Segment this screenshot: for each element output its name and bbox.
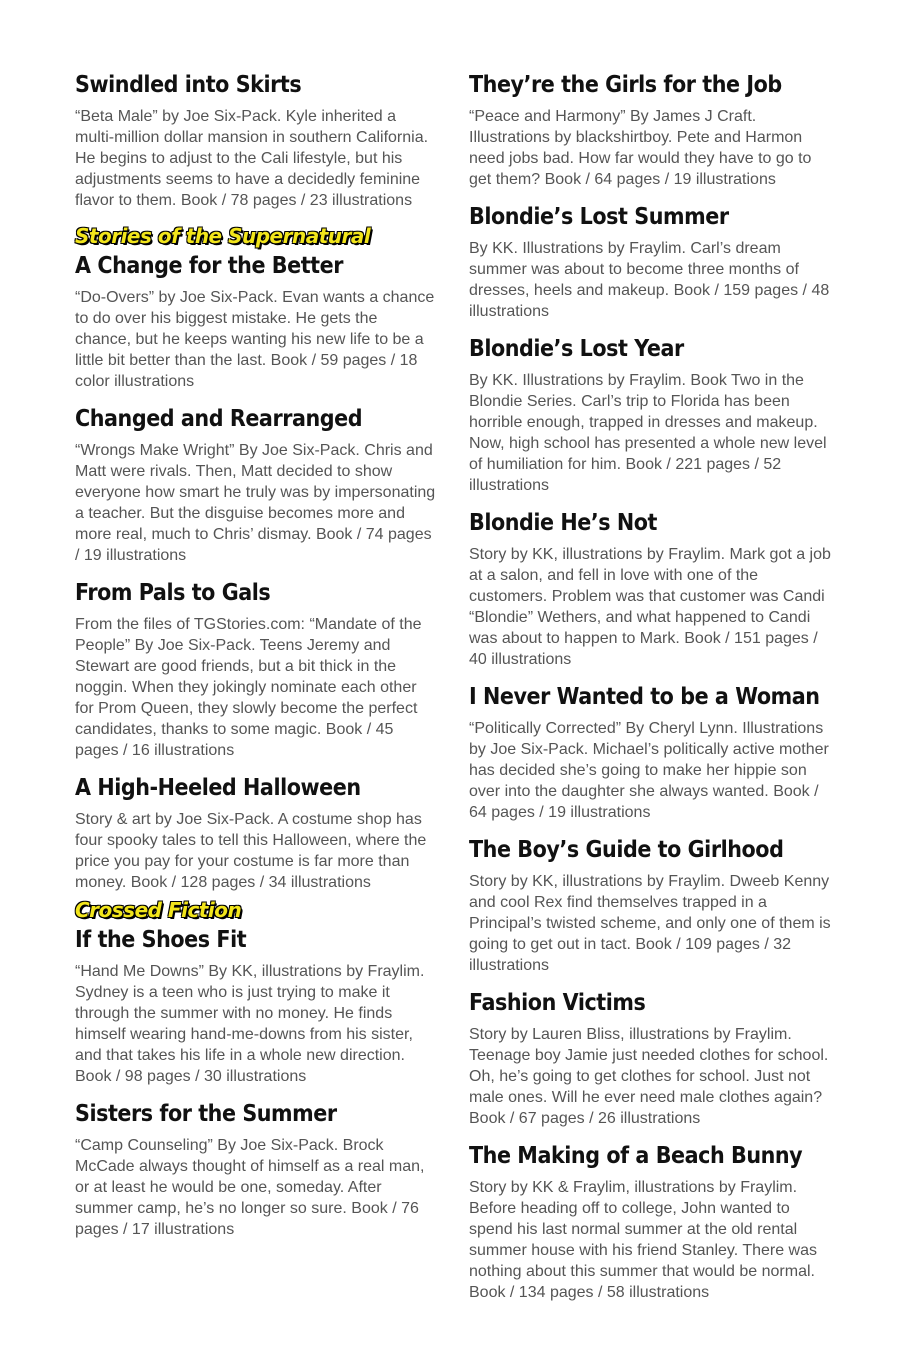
book-entry — [75, 70, 437, 211]
book-description: By KK. Illustrations by Fraylim. Book Two in the Blondie Series. Carl’s trip to Florida has been horrible enough, trapped in dresses and makeup. Now, high school has presented a whole new level of humiliation for him. Book / 221 pages / 52 illustrations — [469, 372, 827, 494]
book-description: Story by KK, illustrations by Fraylim. Dweeb Kenny and cool Rex find themselves trapped in a Principal’s twisted scheme, and only one of them is going to get out in tact. Book / 109 pages / 32 illustrations — [469, 873, 831, 974]
book-description: “Wrongs Make Wright” By Joe Six-Pack. Chris and Matt were rivals. Then, Matt decided to show everyone how smart he truly was by impersonating a teacher. But the disguise becomes more and more real, much to Chris’ dismay. Book / 74 pages / 19 illustrations — [75, 442, 436, 564]
book-entry — [469, 835, 831, 976]
book-description: Story & art by Joe Six-Pack. A costume shop has four spooky tales to tell this Halloween, where the price you pay for your costume is far more than money. Book / 128 pages / 34 illustrations — [75, 811, 427, 891]
book-title: I Never Wanted to be a Woman — [469, 684, 820, 710]
book-entry — [469, 334, 831, 496]
book-entry — [469, 988, 831, 1129]
book-title: Changed and Rearranged — [75, 406, 363, 432]
book-title: A High-Heeled Halloween — [75, 775, 361, 801]
book-entry — [75, 773, 437, 893]
book-description: “Politically Corrected” By Cheryl Lynn. Illustrations by Joe Six-Pack. Michael’s politically active mother has decided she’s going to make her hippie son over into the daughter she always wanted. Book / 64 pages / 19 illustrations — [469, 720, 829, 821]
book-description: “Do-Overs” by Joe Six-Pack. Evan wants a chance to do over his biggest mistake. He gets the chance, but he keeps wanting his new life to be a little bit better than the last. Book / 59 pages / 18 color illustrations — [75, 289, 435, 390]
book-description: “Beta Male” by Joe Six-Pack. Kyle inherited a multi-million dollar mansion in southern California. He begins to adjust to the Cali lifestyle, but his adjustments seems to have a decidedly feminine flavor to them. Book / 78 pages / 23 illustrations — [75, 108, 429, 209]
right-column — [469, 70, 831, 1315]
book-description: From the files of TGStories.com: “Mandate of the People” By Joe Six-Pack. Teens Jeremy and Stewart are good friends, but a bit thick in the noggin. When they jokingly nominate each other for Prom Queen, they slowly become the perfect candidates, thanks to some magic. Book / 45 pages / 16 illustrations — [75, 616, 422, 759]
book-title: Blondie He’s Not — [469, 510, 657, 536]
book-entry — [75, 578, 437, 761]
book-title: Blondie’s Lost Summer — [469, 204, 729, 230]
book-entry — [75, 404, 437, 566]
book-title: If the Shoes Fit — [75, 927, 247, 953]
book-title: Blondie’s Lost Year — [469, 336, 684, 362]
book-title: They’re the Girls for the Job — [469, 72, 782, 98]
book-entry — [75, 925, 437, 1087]
book-entry — [469, 70, 831, 190]
book-description: “Camp Counseling” By Joe Six-Pack. Brock McCade always thought of himself as a real man, or at least he would be one, someday. After summer camp, he’s no longer so sure. Book / 76 pages / 17 illustrations — [75, 1137, 425, 1238]
book-entry — [75, 1099, 437, 1240]
book-entry — [469, 1141, 831, 1303]
book-entry — [469, 202, 831, 322]
book-description: “Hand Me Downs” By KK, illustrations by Fraylim. Sydney is a teen who is just trying to make it through the summer with no money. He finds himself wearing hand-me-downs from his sister, and that takes his life in a whole new direction. Book / 98 pages / 30 illustrations — [75, 963, 425, 1085]
section-heading-crossed-fiction: Crossed Fiction — [75, 898, 242, 922]
book-title: Fashion Victims — [469, 990, 646, 1016]
book-description: “Peace and Harmony” By James J Craft. Illustrations by blackshirtboy. Pete and Harmon need jobs bad. How far would they have to go to get them? Book / 64 pages / 19 illustrations — [469, 108, 812, 188]
book-description: Story by KK & Fraylim, illustrations by Fraylim. Before heading off to college, John wanted to spend his last normal summer at the old rental summer house with his friend Stanley. There was nothing about this summer that would be normal. Book / 134 pages / 58 illustrations — [469, 1179, 818, 1301]
book-entry — [469, 508, 831, 670]
book-description: By KK. Illustrations by Fraylim. Carl’s dream summer was about to become three months of dresses, heels and makeup. Book / 159 pages / 48 illustrations — [469, 240, 830, 320]
book-entry — [469, 682, 831, 823]
book-description: Story by Lauren Bliss, illustrations by Fraylim. Teenage boy Jamie just needed clothes for school. Oh, he’s going to get clothes for school. Just not male ones. Will he ever need male clothes again? Book / 67 pages / 26 illustrations — [469, 1026, 829, 1127]
book-title: From Pals to Gals — [75, 580, 271, 606]
book-title: Sisters for the Summer — [75, 1101, 337, 1127]
book-description: Story by KK, illustrations by Fraylim. Mark got a job at a salon, and fell in love with one of the customers. Problem was that customer was Candi “Blondie” Wethers, and what happened to Candi was about to happen to Mark. Book / 151 pages / 40 illustrations — [469, 546, 831, 668]
book-title: The Making of a Beach Bunny — [469, 1143, 803, 1169]
book-entry — [75, 251, 437, 392]
left-column — [75, 70, 437, 1252]
section-heading-supernatural: Stories of the Supernatural — [75, 224, 371, 248]
book-title: Swindled into Skirts — [75, 72, 302, 98]
book-title: The Boy’s Guide to Girlhood — [469, 837, 784, 863]
book-title: A Change for the Better — [75, 253, 343, 279]
